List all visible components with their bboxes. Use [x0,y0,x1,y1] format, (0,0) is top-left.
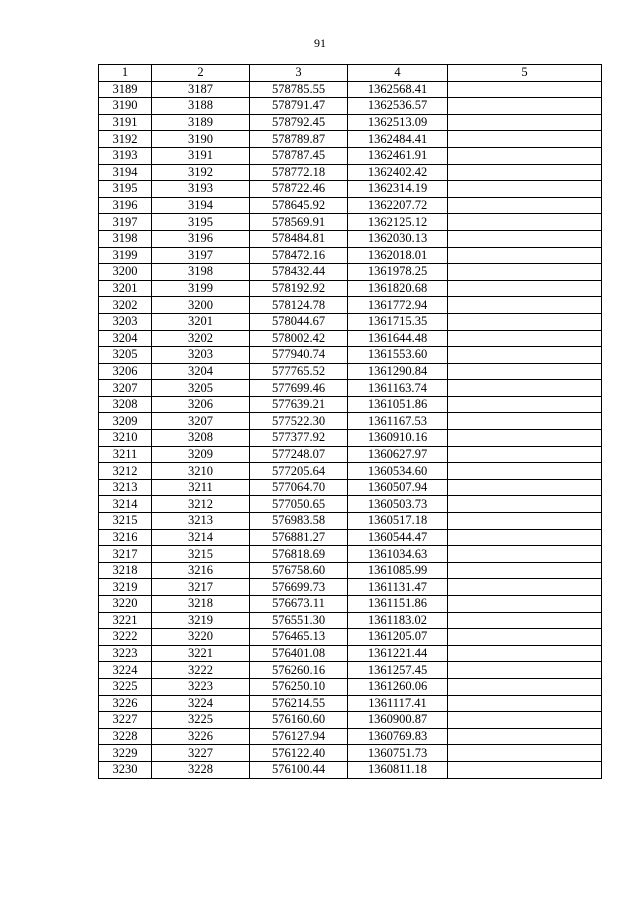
table-cell: 1362513.09 [348,114,448,131]
table-cell: 3190 [99,98,152,115]
table-cell: 1361151.86 [348,596,448,613]
table-row [99,280,602,297]
table-cell: 1361051.86 [348,396,448,413]
table-cell: 3218 [99,562,152,579]
table-cell: 3204 [152,363,250,380]
table-cell [448,230,602,247]
table-cell: 578772.18 [250,164,348,181]
table-cell: 3217 [99,546,152,563]
table-cell: 3229 [99,745,152,762]
table-cell [448,164,602,181]
column-header: 5 [448,65,602,82]
table-cell: 576818.69 [250,546,348,563]
table-cell: 1362030.13 [348,230,448,247]
table-row [99,230,602,247]
table-cell: 3226 [99,695,152,712]
table-cell [448,446,602,463]
table-cell [448,380,602,397]
table-cell: 1362461.91 [348,147,448,164]
table-cell: 3211 [152,479,250,496]
table-cell: 3220 [99,596,152,613]
table-cell: 3198 [152,264,250,281]
table-cell: 3193 [152,181,250,198]
table-cell: 3200 [152,297,250,314]
table-header-row [99,65,602,82]
table-cell: 3207 [152,413,250,430]
table-cell: 1362125.12 [348,214,448,231]
table-cell: 1361290.84 [348,363,448,380]
column-header: 2 [152,65,250,82]
table-cell [448,147,602,164]
table-cell: 576983.58 [250,513,348,530]
table-cell [448,313,602,330]
table-cell: 1361085.99 [348,562,448,579]
table-cell [448,479,602,496]
table-cell: 3215 [99,513,152,530]
table-cell [448,761,602,778]
table-cell: 3218 [152,596,250,613]
table-cell [448,280,602,297]
table-cell [448,396,602,413]
table-row [99,131,602,148]
table-cell: 3202 [152,330,250,347]
table-cell: 576551.30 [250,612,348,629]
table-cell: 577639.21 [250,396,348,413]
table-cell: 578432.44 [250,264,348,281]
table-row [99,513,602,530]
table-row [99,297,602,314]
table-cell: 3192 [99,131,152,148]
table-cell: 3210 [152,463,250,480]
table-cell: 577940.74 [250,347,348,364]
table-cell [448,596,602,613]
table-row [99,396,602,413]
table-cell: 3200 [99,264,152,281]
table-cell: 3214 [152,529,250,546]
table-cell: 3187 [152,81,250,98]
table-cell: 576401.08 [250,645,348,662]
table-cell: 3219 [99,579,152,596]
table-row [99,579,602,596]
table-cell: 1361167.53 [348,413,448,430]
table-cell: 3215 [152,546,250,563]
table-cell: 3203 [152,347,250,364]
table-cell: 3199 [99,247,152,264]
table-cell: 3220 [152,629,250,646]
table-row [99,645,602,662]
table-row [99,479,602,496]
table-cell: 1361205.07 [348,629,448,646]
coordinates-table [98,64,602,779]
table-body [99,81,602,778]
table-cell: 3203 [99,313,152,330]
table-cell: 576127.94 [250,728,348,745]
table-cell [448,562,602,579]
table-row [99,313,602,330]
table-cell: 577699.46 [250,380,348,397]
table-row [99,761,602,778]
table-cell: 3196 [152,230,250,247]
table-cell: 578044.67 [250,313,348,330]
table-cell: 3223 [99,645,152,662]
table-cell: 3193 [99,147,152,164]
table-row [99,264,602,281]
table-cell: 1361117.41 [348,695,448,712]
table-row [99,496,602,513]
table-cell: 576100.44 [250,761,348,778]
table-row [99,380,602,397]
table-cell: 3219 [152,612,250,629]
table-cell: 577248.07 [250,446,348,463]
table-cell [448,678,602,695]
table-cell [448,745,602,762]
table-row [99,430,602,447]
table-cell: 3205 [99,347,152,364]
table-cell [448,579,602,596]
table-cell: 1361257.45 [348,662,448,679]
table-cell: 3213 [152,513,250,530]
table-cell: 1362207.72 [348,197,448,214]
table-cell: 3221 [152,645,250,662]
table-cell: 3191 [99,114,152,131]
table-cell: 576465.13 [250,629,348,646]
table-cell: 3198 [99,230,152,247]
table-cell [448,131,602,148]
table-cell: 3224 [152,695,250,712]
table-cell: 1360534.60 [348,463,448,480]
table-row [99,181,602,198]
table-cell: 1361034.63 [348,546,448,563]
table-cell: 578787.45 [250,147,348,164]
table-cell: 3224 [99,662,152,679]
table-cell: 3195 [152,214,250,231]
table-cell: 1361772.94 [348,297,448,314]
table-row [99,629,602,646]
table-cell: 1360769.83 [348,728,448,745]
table-cell: 578192.92 [250,280,348,297]
table-cell: 577050.65 [250,496,348,513]
table-cell: 3227 [152,745,250,762]
table-cell: 576881.27 [250,529,348,546]
table-cell: 1361163.74 [348,380,448,397]
table-cell: 1360910.16 [348,430,448,447]
table-cell: 576758.60 [250,562,348,579]
table-cell: 577205.64 [250,463,348,480]
table-row [99,562,602,579]
table-row [99,529,602,546]
table-cell: 3223 [152,678,250,695]
table-cell [448,513,602,530]
table-cell: 3211 [99,446,152,463]
table-row [99,546,602,563]
table-row [99,678,602,695]
table-cell: 1360900.87 [348,712,448,729]
column-header: 3 [250,65,348,82]
table-cell: 1361644.48 [348,330,448,347]
table-row [99,363,602,380]
table-cell [448,264,602,281]
table-row [99,712,602,729]
table-cell: 578002.42 [250,330,348,347]
table-cell: 3225 [99,678,152,695]
table-cell: 3216 [152,562,250,579]
table-cell [448,197,602,214]
table-cell: 578791.47 [250,98,348,115]
table-cell: 1362536.57 [348,98,448,115]
table-cell: 1362484.41 [348,131,448,148]
table-cell: 3197 [152,247,250,264]
table-cell: 3230 [99,761,152,778]
table-cell: 3188 [152,98,250,115]
table-cell: 578484.81 [250,230,348,247]
table-row [99,728,602,745]
table-row [99,695,602,712]
table-row [99,745,602,762]
table-cell: 576214.55 [250,695,348,712]
table-cell: 3208 [152,430,250,447]
table-cell: 578472.16 [250,247,348,264]
table-cell [448,114,602,131]
table-cell: 3190 [152,131,250,148]
table-cell: 3228 [99,728,152,745]
table-cell [448,645,602,662]
table-cell: 3195 [99,181,152,198]
table-cell: 577064.70 [250,479,348,496]
table-cell [448,695,602,712]
table-cell: 577765.52 [250,363,348,380]
page-number: 91 [314,36,326,50]
table-cell: 1360627.97 [348,446,448,463]
table-cell: 1361553.60 [348,347,448,364]
table-cell: 3227 [99,712,152,729]
table-cell: 3214 [99,496,152,513]
table-cell: 3213 [99,479,152,496]
table-row [99,114,602,131]
table-cell: 1360751.73 [348,745,448,762]
table-cell: 1361183.02 [348,612,448,629]
table-cell [448,728,602,745]
table-cell: 578124.78 [250,297,348,314]
table-cell [448,712,602,729]
table-cell: 3206 [152,396,250,413]
table-cell: 1362314.19 [348,181,448,198]
table-cell: 1360811.18 [348,761,448,778]
table-cell: 577522.30 [250,413,348,430]
table-cell: 3205 [152,380,250,397]
table-row [99,612,602,629]
table-cell [448,98,602,115]
table-cell [448,430,602,447]
table-cell: 3210 [99,430,152,447]
table-cell: 3194 [152,197,250,214]
table-cell: 576250.10 [250,678,348,695]
table-cell: 578789.87 [250,131,348,148]
table-cell: 1361221.44 [348,645,448,662]
table-cell: 1361131.47 [348,579,448,596]
table-cell: 1360503.73 [348,496,448,513]
table-cell: 1362402.42 [348,164,448,181]
table-row [99,413,602,430]
table-cell: 3216 [99,529,152,546]
table-cell: 1360517.18 [348,513,448,530]
table-cell: 578792.45 [250,114,348,131]
table-cell [448,546,602,563]
table-cell: 576122.40 [250,745,348,762]
table-cell [448,413,602,430]
table-cell [448,463,602,480]
table-cell: 3222 [152,662,250,679]
table-cell [448,181,602,198]
table-cell: 3217 [152,579,250,596]
table-cell: 3209 [99,413,152,430]
table-row [99,164,602,181]
table-cell: 576160.60 [250,712,348,729]
table-cell: 1362018.01 [348,247,448,264]
table-row [99,98,602,115]
column-header: 4 [348,65,448,82]
table-cell: 3189 [152,114,250,131]
table-cell [448,496,602,513]
table-cell: 1362568.41 [348,81,448,98]
table-cell: 3194 [99,164,152,181]
table-cell [448,81,602,98]
table-row [99,330,602,347]
column-header: 1 [99,65,152,82]
table-cell [448,347,602,364]
table-cell: 3189 [99,81,152,98]
table-cell: 1360507.94 [348,479,448,496]
table-cell [448,297,602,314]
table-row [99,147,602,164]
table-cell [448,247,602,264]
table-cell [448,214,602,231]
table-cell: 3226 [152,728,250,745]
table-row [99,446,602,463]
table-row [99,662,602,679]
table-cell: 1361715.35 [348,313,448,330]
table-cell: 3192 [152,164,250,181]
table-cell: 576260.16 [250,662,348,679]
table-cell: 3208 [99,396,152,413]
table-cell: 3207 [99,380,152,397]
table-cell [448,629,602,646]
table-cell: 3199 [152,280,250,297]
table-cell: 3201 [152,313,250,330]
table-cell: 3204 [99,330,152,347]
table-cell: 3209 [152,446,250,463]
table-cell: 1361260.06 [348,678,448,695]
table-cell: 3222 [99,629,152,646]
table-cell: 3212 [152,496,250,513]
table-row [99,463,602,480]
table-cell: 3197 [99,214,152,231]
table-row [99,197,602,214]
table-cell [448,330,602,347]
table-cell: 3196 [99,197,152,214]
table-cell: 3221 [99,612,152,629]
table-row [99,347,602,364]
table-cell: 3191 [152,147,250,164]
table-row [99,247,602,264]
table-cell [448,363,602,380]
table-cell: 3228 [152,761,250,778]
table-row [99,214,602,231]
table-cell: 3212 [99,463,152,480]
table-cell: 3225 [152,712,250,729]
table-cell: 1361978.25 [348,264,448,281]
table-cell: 3202 [99,297,152,314]
table-cell: 577377.92 [250,430,348,447]
table-cell: 576699.73 [250,579,348,596]
table-cell: 578569.91 [250,214,348,231]
table-cell: 578785.55 [250,81,348,98]
table-cell: 3201 [99,280,152,297]
table-cell: 578645.92 [250,197,348,214]
table-row [99,81,602,98]
table-cell [448,662,602,679]
table-row [99,596,602,613]
table-cell: 578722.46 [250,181,348,198]
table-cell: 3206 [99,363,152,380]
table-cell [448,529,602,546]
table-cell: 1361820.68 [348,280,448,297]
table-cell [448,612,602,629]
table-cell: 1360544.47 [348,529,448,546]
table-cell: 576673.11 [250,596,348,613]
